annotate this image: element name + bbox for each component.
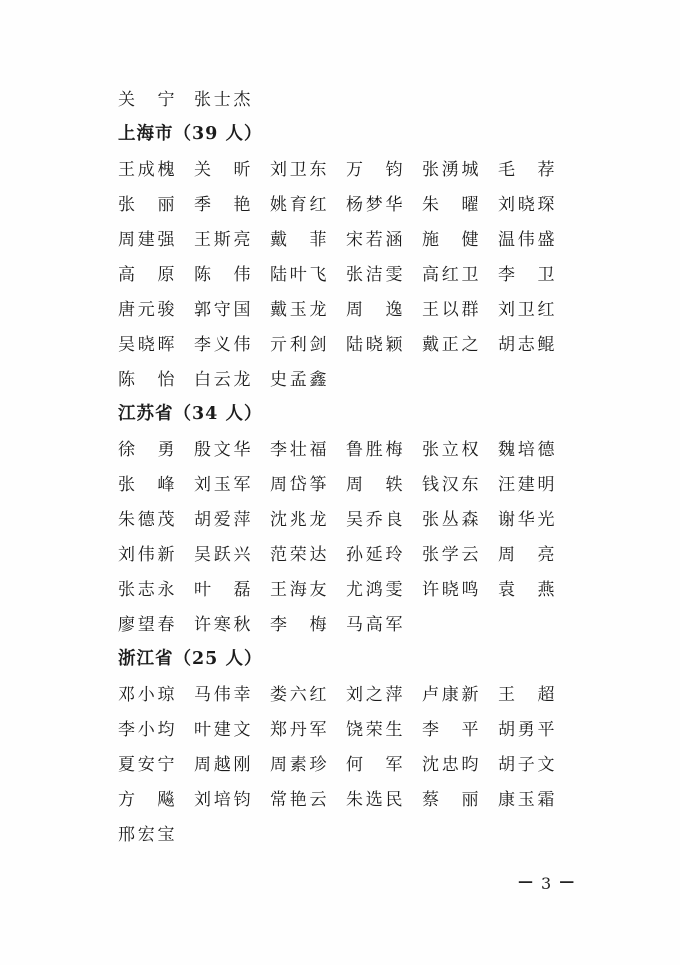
person-name: 刘之萍 — [346, 685, 403, 705]
person-name: 胡勇平 — [498, 720, 555, 740]
section-title: 江苏省（34 人） — [118, 404, 263, 424]
person-name: 张志永 — [118, 580, 175, 600]
person-name: 许晓鸣 — [422, 580, 479, 600]
person-name: 宋若涵 — [346, 230, 403, 250]
name-row — [118, 537, 578, 572]
person-name: 亓利剑 — [270, 335, 327, 355]
name-row — [118, 362, 578, 397]
person-name: 朱德茂 — [118, 510, 175, 530]
person-name: 王成槐 — [118, 160, 175, 180]
person-name: 张洁雯 — [346, 265, 403, 285]
person-name: 施健 — [422, 230, 479, 250]
name-row — [118, 327, 578, 362]
section-title: 浙江省（25 人） — [118, 649, 263, 669]
person-name: 关宁 — [118, 90, 175, 110]
person-name: 刘晓琛 — [498, 195, 555, 215]
name-row — [118, 677, 578, 712]
name-row — [118, 432, 578, 467]
person-name: 王以群 — [422, 300, 479, 320]
person-name: 白云龙 — [194, 370, 251, 390]
person-name: 叶建文 — [194, 720, 251, 740]
person-name: 李小均 — [118, 720, 175, 740]
person-name: 李梅 — [270, 615, 327, 635]
name-row — [118, 572, 578, 607]
person-name: 戴正之 — [422, 335, 479, 355]
person-name: 饶荣生 — [346, 720, 403, 740]
person-name: 廖望春 — [118, 615, 175, 635]
person-name: 周亮 — [498, 545, 555, 565]
name-row — [118, 82, 578, 117]
person-name: 关昕 — [194, 160, 251, 180]
name-row — [118, 607, 578, 642]
person-name: 陈怡 — [118, 370, 175, 390]
person-name: 邓小琼 — [118, 685, 175, 705]
person-name: 陆叶飞 — [270, 265, 327, 285]
person-name: 姚育红 — [270, 195, 327, 215]
person-name: 周素珍 — [270, 755, 327, 775]
person-name: 毛荐 — [498, 160, 555, 180]
name-grid — [118, 82, 578, 852]
name-row — [118, 747, 578, 782]
person-name: 叶磊 — [194, 580, 251, 600]
person-name: 戴玉龙 — [270, 300, 327, 320]
person-name: 张丽 — [118, 195, 175, 215]
person-name: 刘伟新 — [118, 545, 175, 565]
person-name: 陆晓颖 — [346, 335, 403, 355]
person-name: 王海友 — [270, 580, 327, 600]
person-name: 鲁胜梅 — [346, 440, 403, 460]
page-number-dash-right: — — [559, 872, 577, 890]
person-name: 何军 — [346, 755, 403, 775]
section-title: 上海市（39 人） — [118, 124, 263, 144]
person-name: 周逸 — [346, 300, 403, 320]
person-name: 周岱筝 — [270, 475, 327, 495]
person-name: 陈伟 — [194, 265, 251, 285]
person-name: 娄六红 — [270, 685, 327, 705]
person-name: 唐元骏 — [118, 300, 175, 320]
person-name: 卢康新 — [422, 685, 479, 705]
person-name: 钱汉东 — [422, 475, 479, 495]
name-row — [118, 502, 578, 537]
person-name: 孙延玲 — [346, 545, 403, 565]
person-name: 史孟鑫 — [270, 370, 327, 390]
person-name: 周建强 — [118, 230, 175, 250]
person-name: 胡志鲲 — [498, 335, 555, 355]
page-number-dash-left: — — [518, 872, 535, 890]
person-name: 戴菲 — [270, 230, 327, 250]
person-name: 胡爱萍 — [194, 510, 251, 530]
person-name: 张学云 — [422, 545, 479, 565]
person-name: 许寒秋 — [194, 615, 251, 635]
person-name: 马高军 — [346, 615, 403, 635]
person-name: 范荣达 — [270, 545, 327, 565]
name-row — [118, 187, 578, 222]
person-name: 汪建明 — [498, 475, 555, 495]
person-name: 李平 — [422, 720, 479, 740]
person-name: 高红卫 — [422, 265, 479, 285]
person-name: 谢华光 — [498, 510, 555, 530]
person-name: 季艳 — [194, 195, 251, 215]
person-name: 徐勇 — [118, 440, 175, 460]
person-name: 杨梦华 — [346, 195, 403, 215]
person-name: 朱选民 — [346, 790, 403, 810]
person-name: 刘玉军 — [194, 475, 251, 495]
name-row — [118, 712, 578, 747]
person-name: 刘培钧 — [194, 790, 251, 810]
person-name: 袁燕 — [498, 580, 555, 600]
page-number — [512, 874, 582, 893]
person-name: 周轶 — [346, 475, 403, 495]
person-name: 王超 — [498, 685, 555, 705]
person-name: 蔡丽 — [422, 790, 479, 810]
person-name: 郭守国 — [194, 300, 251, 320]
person-name: 殷文华 — [194, 440, 251, 460]
person-name: 周越刚 — [194, 755, 251, 775]
person-name: 胡子文 — [498, 755, 555, 775]
person-name: 张立权 — [422, 440, 479, 460]
page-number-value: 3 — [541, 874, 554, 893]
person-name: 康玉霜 — [498, 790, 555, 810]
person-name: 高原 — [118, 265, 175, 285]
person-name: 王斯亮 — [194, 230, 251, 250]
person-name: 吴晓晖 — [118, 335, 175, 355]
person-name: 刘卫红 — [498, 300, 555, 320]
person-name: 朱曜 — [422, 195, 479, 215]
person-name: 李壮福 — [270, 440, 327, 460]
person-name: 常艳云 — [270, 790, 327, 810]
person-name: 沈忠昀 — [422, 755, 479, 775]
person-name: 吴跃兴 — [194, 545, 251, 565]
person-name: 夏安宁 — [118, 755, 175, 775]
person-name: 沈兆龙 — [270, 510, 327, 530]
person-name: 邢宏宝 — [118, 825, 175, 845]
person-name: 方飚 — [118, 790, 175, 810]
person-name: 刘卫东 — [270, 160, 327, 180]
person-name: 张丛森 — [422, 510, 479, 530]
person-name: 万钧 — [346, 160, 403, 180]
person-name: 张峰 — [118, 475, 175, 495]
person-name: 温伟盛 — [498, 230, 555, 250]
name-row — [118, 222, 578, 257]
person-name: 魏培德 — [498, 440, 555, 460]
name-row — [118, 782, 578, 817]
person-name: 李卫 — [498, 265, 555, 285]
name-row — [118, 467, 578, 502]
name-row — [118, 292, 578, 327]
name-row — [118, 257, 578, 292]
person-name: 郑丹军 — [270, 720, 327, 740]
name-row — [118, 817, 578, 852]
person-name: 吴乔良 — [346, 510, 403, 530]
person-name: 张士杰 — [194, 90, 251, 110]
person-name: 马伟幸 — [194, 685, 251, 705]
person-name: 张湧城 — [422, 160, 479, 180]
person-name: 尤鸿雯 — [346, 580, 403, 600]
person-name: 李义伟 — [194, 335, 251, 355]
name-row — [118, 152, 578, 187]
